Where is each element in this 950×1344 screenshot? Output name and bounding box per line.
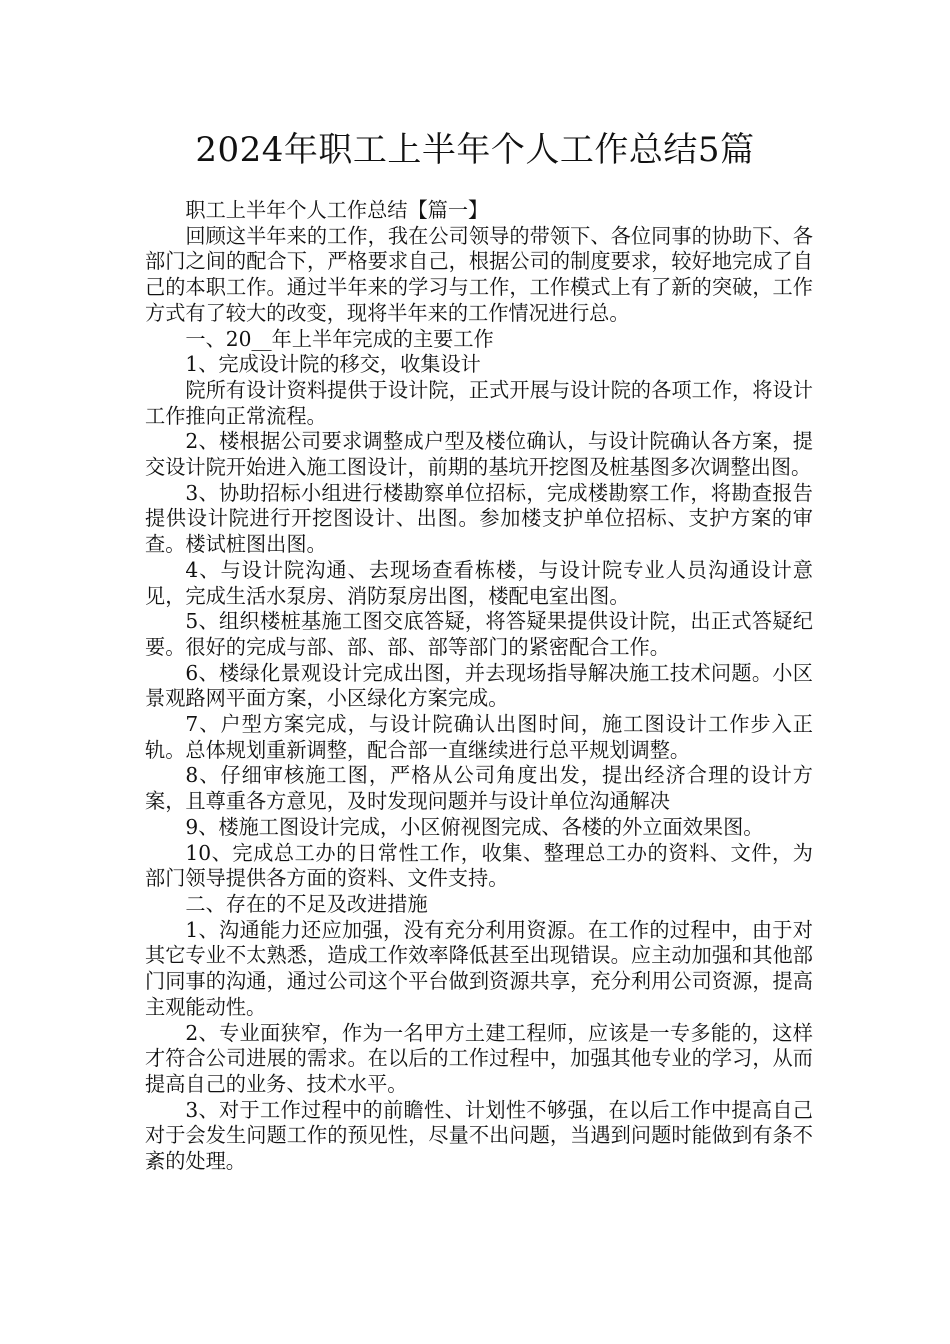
- work-item-2: 2、楼根据公司要求调整成户型及楼位确认，与设计院确认各方案，提交设计院开始进入施工图设计，前期的基坑开挖图及桩基图多次调整出图。: [145, 429, 813, 480]
- improvement-item-3: 3、对于工作过程中的前瞻性、计划性不够强，在以后工作中提高自己对于会发生问题工作的预见性，尽量不出问题，当遇到问题时能做到有条不紊的处理。: [145, 1097, 813, 1174]
- work-item-8: 8、仔细审核施工图，严格从公司角度出发，提出经济合理的设计方案，且尊重各方意见，及时发现问题并与设计单位沟通解决: [145, 763, 813, 814]
- work-item-9: 9、楼施工图设计完成，小区俯视图完成、各楼的外立面效果图。: [185, 814, 764, 839]
- work-item-1-continued: 院所有设计资料提供于设计院，正式开展与设计院的各项工作，将设计工作推向正常流程。: [145, 377, 813, 428]
- document-body: [145, 198, 813, 1175]
- work-item-1: 1、完成设计院的移交，收集设计: [185, 352, 481, 377]
- section-heading-main-work: 一、20__年上半年完成的主要工作: [185, 326, 494, 351]
- improvement-item-1: 1、沟通能力还应加强，没有充分利用资源。在工作的过程中，由于对其它专业不太熟悉，造成工作效率降低甚至出现错误。应主动加强和其他部门同事的沟通，通过公司这个平台做到资源共享，充分利用公司资源，提高主观能动性。: [145, 917, 813, 1019]
- improvement-item-2: 2、专业面狭窄，作为一名甲方土建工程师，应该是一专多能的，这样才符合公司进展的需求。在以后的工作过程中，加强其他专业的学习，从而提高自己的业务、技术水平。: [145, 1020, 813, 1096]
- work-item-10: 10、完成总工办的日常性工作，收集、整理总工办的资料、文件，为部门领导提供各方面的资料、文件支持。: [145, 840, 813, 891]
- document-title: 2024年职工上半年个人工作总结5篇: [195, 130, 755, 170]
- work-item-6: 6、楼绿化景观设计完成出图，并去现场指导解决施工技术问题。小区景观路网平面方案，小区绿化方案完成。: [145, 660, 813, 711]
- work-item-3: 3、协助招标小组进行楼勘察单位招标，完成楼勘察工作，将勘查报告提供设计院进行开挖图设计、出图。参加楼支护单位招标、支护方案的审查。楼试桩图出图。: [145, 480, 813, 557]
- work-item-5: 5、组织楼桩基施工图交底答疑，将答疑果提供设计院，出正式答疑纪要。很好的完成与部、部、部、部等部门的紧密配合工作。: [145, 609, 813, 659]
- section-heading-shortcomings: 二、存在的不足及改进措施: [185, 891, 428, 916]
- section-heading-part-one: 职工上半年个人工作总结【篇一】: [185, 198, 489, 222]
- intro-paragraph: 回顾这半年来的工作，我在公司领导的带领下、各位同事的协助下、各部门之间的配合下，严格要求自己，根据公司的制度要求，较好地完成了自己的本职工作。通过半年来的学习与工作，工作模式上有了新的突破，工作方式有了较大的改变，现将半年来的工作情况进行总。: [145, 223, 813, 325]
- work-item-4: 4、与设计院沟通、去现场查看栋楼，与设计院专业人员沟通设计意见，完成生活水泵房、消防泵房出图，楼配电室出图。: [145, 557, 813, 608]
- work-item-7: 7、户型方案完成，与设计院确认出图时间，施工图设计工作步入正轨。总体规划重新调整，配合部一直继续进行总平规划调整。: [145, 712, 813, 762]
